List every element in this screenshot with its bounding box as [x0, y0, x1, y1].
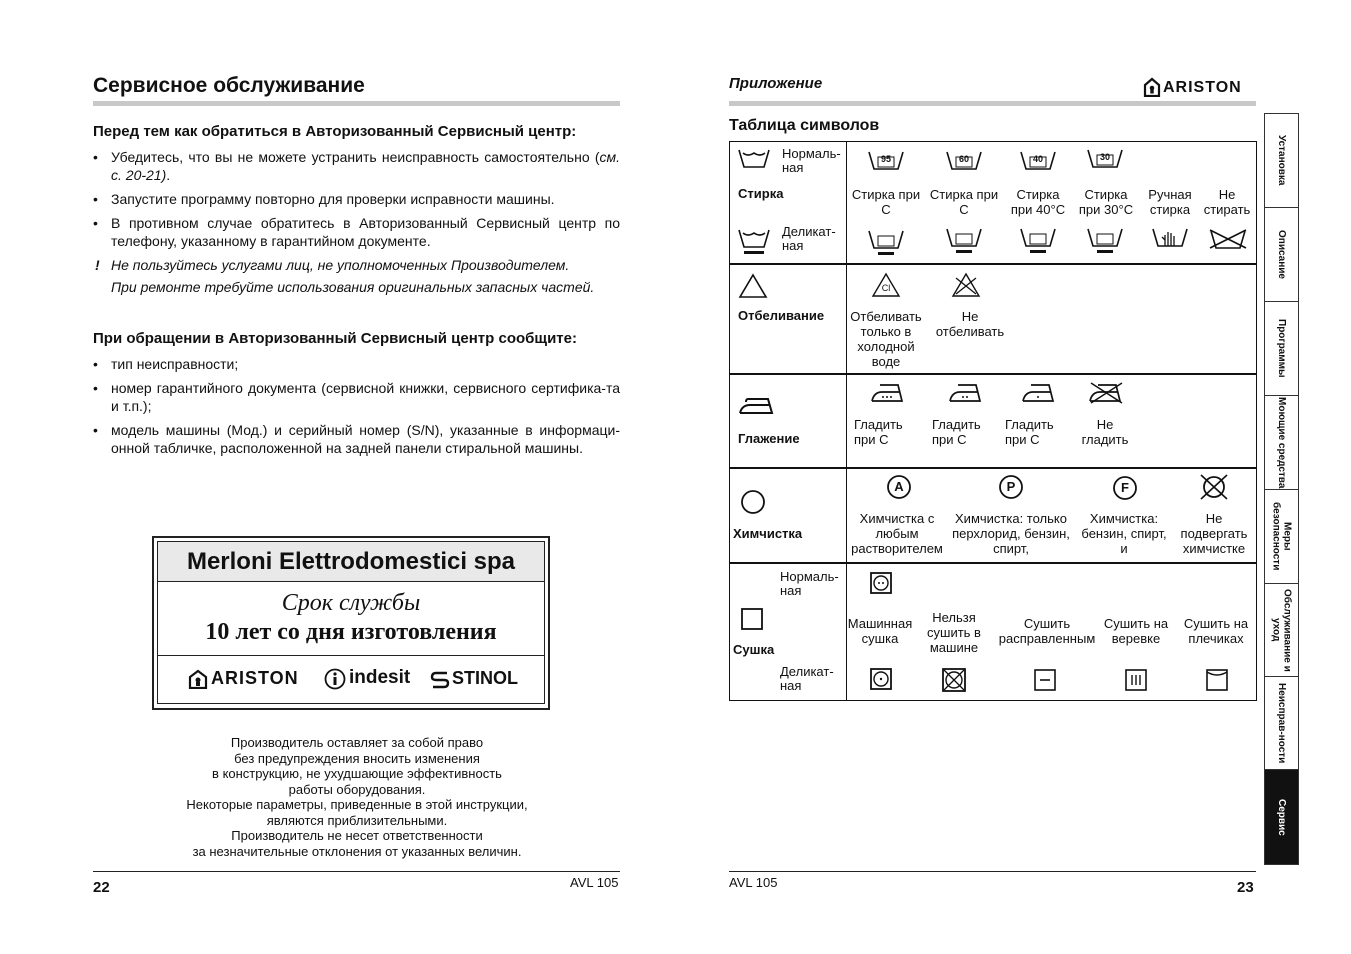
bleach-item: Отбеливать только в холодной воде — [850, 309, 922, 369]
wash-40-delicate-icon — [1020, 226, 1056, 256]
delicate-label: Деликат-ная — [780, 664, 834, 693]
service-life-years: 10 лет со дня изготовления — [205, 619, 497, 645]
iron-item — [854, 417, 914, 447]
brand-logo: ARISTON — [1163, 79, 1242, 96]
row-label-cell — [730, 142, 847, 263]
dry-label: Сушка — [733, 642, 775, 657]
washtub-icon — [738, 147, 770, 169]
tab-label: Установка — [1276, 135, 1287, 186]
temp-label: 95 — [880, 154, 891, 164]
delicate-label: Деликат-ная — [782, 224, 836, 253]
normal-label: Нормаль-ная — [782, 146, 841, 175]
iron-low-icon — [1021, 381, 1055, 405]
disclaimer-line: в конструкцию, не ухудшающие эффективность — [212, 766, 502, 781]
do-not-bleach-icon — [951, 272, 981, 298]
tab-label: Моющие средства — [1276, 396, 1287, 489]
wash-item: Ручная стирка — [1148, 187, 1192, 217]
brand-logos — [157, 655, 545, 704]
indesit-i-icon — [324, 668, 346, 690]
temp-label: 30 — [1099, 152, 1110, 162]
page-title: Сервисное обслуживание — [93, 74, 365, 97]
page-reference: см. с. 20-21) — [111, 149, 620, 183]
disclaimer-line: без предупреждения вносить изменения — [234, 750, 480, 766]
iron-label: Глажение — [738, 431, 800, 446]
page-number: 22 — [93, 879, 110, 896]
report-list — [93, 355, 620, 463]
dry-square-icon — [740, 607, 764, 631]
do-not-wash-icon — [1208, 228, 1248, 250]
solvent-letter: P — [1006, 479, 1016, 494]
tab-maintenance[interactable] — [1265, 584, 1298, 677]
warning-text: При ремонте требуйте использования оригинальных запасных частей. — [111, 279, 595, 295]
dry-flat-icon — [1033, 668, 1057, 692]
list-item — [93, 148, 620, 184]
warning-text: Не пользуйтесь услугами лиц, не уполномоченных Производителем. — [111, 257, 570, 273]
tab-label: Описание — [1276, 230, 1287, 279]
company-name: Merloni Elettrodomestici spa — [157, 541, 545, 582]
list-item: • В противном случае обратитесь в Авторизованный Сервисный центр по телефону, указанному в гарантийном документе. — [93, 214, 620, 250]
do-not-iron-icon — [1088, 381, 1124, 405]
row-label-cell — [730, 469, 847, 562]
table-row-iron — [730, 373, 1256, 467]
table-title: Таблица символов — [729, 117, 880, 134]
page-number: 23 — [1237, 879, 1254, 896]
chapter-tabs — [1264, 113, 1299, 865]
brand-stinol: STINOL — [452, 668, 518, 688]
title-underline — [93, 101, 620, 106]
temp-label: 40 — [1032, 154, 1043, 164]
bleach-triangle-icon — [738, 273, 768, 299]
iron-item-text: Гладить при С — [1005, 417, 1054, 447]
do-not-tumble-dry-icon — [941, 667, 967, 693]
tumble-dry-normal-icon — [869, 571, 893, 595]
warning-item — [93, 256, 620, 296]
do-not-dry-clean-icon — [1198, 473, 1230, 501]
ariston-house-icon — [1143, 77, 1161, 97]
model-name: AVL 105 — [729, 875, 778, 890]
tab-installation[interactable] — [1265, 114, 1298, 208]
section-heading-before-contact: Перед тем как обратиться в Авторизованный Сервисный центр: — [93, 123, 577, 140]
service-life-box — [152, 536, 550, 710]
tab-service[interactable] — [1265, 770, 1298, 864]
dry-item: Сушить расправленным — [998, 616, 1096, 646]
tab-programs[interactable] — [1265, 302, 1298, 396]
wash-60-delicate-icon — [946, 226, 982, 256]
disclaimer-line: за незначительные отклонения от указанных величин. — [192, 843, 522, 859]
table-row-dry — [730, 562, 1256, 700]
service-life-title: Срок службы — [281, 590, 421, 616]
section-heading-report: При обращении в Авторизованный Сервисный центр сообщите: — [93, 330, 577, 347]
dry-item: Нельзя сушить в машине — [927, 610, 981, 655]
disclaimer — [152, 735, 562, 859]
wash-item: Стирка при 30°C — [1078, 187, 1134, 217]
list-item: • модель машины (Мод.) и серийный номер (S/N), указанные в информаци-онной табличке, расположенной на задней панели стиральной машины. — [93, 421, 620, 457]
row-label-cell — [730, 375, 847, 467]
ariston-house-icon — [188, 669, 208, 689]
disclaimer-line: Некоторые параметры, приведенные в этой инструкции, — [186, 797, 528, 812]
bleach-label: Отбеливание — [738, 308, 825, 323]
brand-ariston: ARISTON — [211, 668, 299, 688]
wash-item: Стирка при 40°C — [1010, 187, 1066, 217]
washtub-delicate-icon — [738, 227, 770, 257]
tab-safety[interactable] — [1265, 490, 1298, 584]
disclaimer-line: являются приблизительными. — [266, 812, 448, 828]
iron-medium-icon — [948, 381, 982, 405]
list-item: • номер гарантийного документа (сервисной книжки, сервисного сертифика-та и т.п.); — [93, 379, 620, 415]
list-item: • тип неисправности; — [93, 355, 620, 373]
brand-indesit: indesit — [349, 667, 411, 688]
iron-icon — [738, 393, 774, 417]
solvent-letter: F — [1121, 480, 1129, 495]
wash-item: Не стирать — [1203, 187, 1251, 217]
tab-label: Сервис — [1276, 798, 1287, 836]
list-item-end: . — [166, 167, 171, 183]
list-item: • Запустите программу повторно для проверки исправности машины. — [93, 190, 620, 208]
dry-clean-item: Химчистка: только перхлорид, бензин, спирт, — [952, 511, 1070, 556]
service-life — [157, 582, 545, 655]
dry-item: Сушить на веревке — [1103, 616, 1169, 646]
wash-30-delicate-icon — [1087, 226, 1123, 256]
table-row-dry-clean — [730, 467, 1256, 562]
temp-label: 60 — [958, 154, 969, 164]
drip-dry-icon — [1124, 668, 1148, 692]
iron-item-text: Гладить при С — [932, 417, 981, 447]
table-row-wash — [730, 142, 1256, 263]
dry-clean-label: Химчистка — [733, 526, 803, 541]
tab-label: Обслуживание и уход — [1270, 588, 1293, 672]
tumble-dry-delicate-icon — [869, 667, 893, 691]
iron-high-icon — [870, 381, 904, 405]
table-row-bleach — [730, 263, 1256, 373]
solvent-letter: A — [894, 479, 904, 494]
line-dry-icon — [1205, 668, 1229, 692]
iron-item-text: Гладить при С — [854, 417, 903, 447]
stinol-s-icon — [430, 670, 450, 690]
chlorine-label: Cl — [881, 283, 891, 293]
wash-item: Стирка при С — [851, 187, 921, 217]
dry-item: Машинная сушка — [847, 616, 913, 646]
row-label-cell — [730, 564, 847, 700]
dry-clean-item: Химчистка: бензин, спирт, и — [1081, 511, 1167, 556]
dry-clean-item: Химчистка с любым растворителем — [851, 511, 943, 556]
tab-label: Неисправ-ности — [1276, 682, 1287, 764]
list-item-text: Убедитесь, что вы не можете устранить неисправность самостоятельно ( — [111, 149, 600, 165]
iron-item — [1005, 417, 1065, 447]
wash-item: Стирка при С — [929, 187, 999, 217]
iron-item: Не гладить — [1081, 417, 1129, 447]
hand-wash-icon — [1152, 226, 1188, 252]
footer-rule — [93, 871, 620, 872]
disclaimer-line: работы оборудования. — [288, 781, 426, 797]
wash-95-delicate-icon — [868, 228, 904, 258]
tab-label: Меры безопасности — [1270, 502, 1293, 571]
dry-clean-item: Не подвергать химчистке — [1180, 511, 1248, 556]
row-label-cell — [730, 265, 847, 373]
tab-description[interactable] — [1265, 208, 1298, 302]
wash-label: Стирка — [738, 186, 784, 201]
tab-label: Программы — [1276, 319, 1287, 378]
checklist — [93, 148, 620, 302]
dry-item: Сушить на плечиках — [1183, 616, 1249, 646]
model-name: AVL 105 — [570, 875, 619, 890]
bleach-item: Не отбеливать — [935, 309, 1005, 339]
disclaimer-line: Производитель оставляет за собой право — [230, 735, 484, 750]
dry-clean-circle-icon — [740, 489, 766, 515]
iron-item — [932, 417, 992, 447]
footer-rule — [729, 871, 1256, 872]
tab-detergents[interactable] — [1265, 396, 1298, 490]
symbols-table — [729, 141, 1257, 701]
normal-label: Нормаль-ная — [780, 569, 839, 598]
header-underline — [729, 101, 1256, 106]
tab-troubleshooting[interactable] — [1265, 677, 1298, 770]
section-header: Приложение — [729, 75, 823, 92]
disclaimer-line: Производитель не несет ответственности — [231, 828, 483, 843]
